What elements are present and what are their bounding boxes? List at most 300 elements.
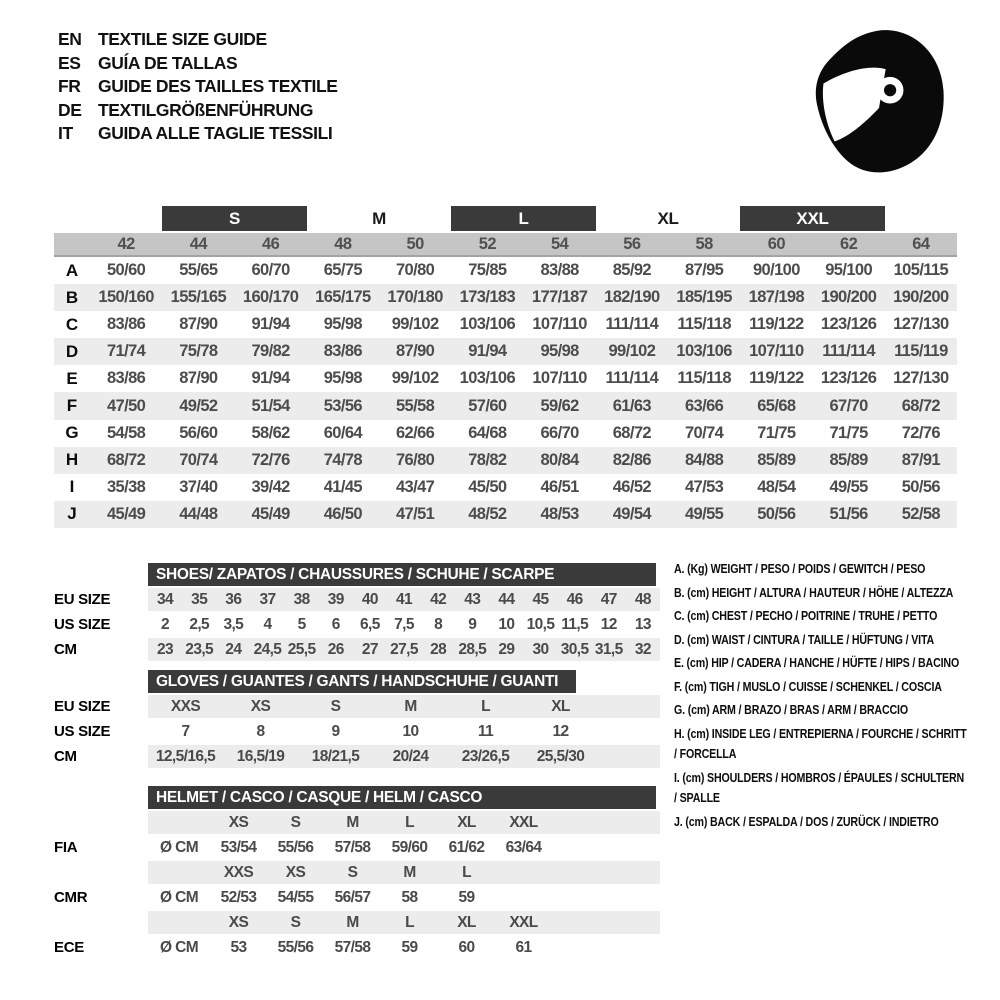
shoes-table	[54, 563, 660, 661]
helmet-standard-row-fia	[54, 836, 660, 859]
sub-value: 45	[532, 590, 549, 608]
size-group-spacer	[885, 206, 957, 231]
sub-value: 44	[498, 590, 515, 608]
numeric-size: 56	[623, 234, 641, 253]
language-title: TEXTILE SIZE GUIDE	[98, 29, 267, 49]
size-value: 71/75	[829, 423, 868, 442]
sub-value: 48	[634, 590, 651, 608]
size-value: 87/95	[684, 261, 724, 280]
sub-row-values	[148, 745, 660, 768]
size-value: 46/52	[612, 477, 652, 496]
size-value: 103/106	[676, 342, 732, 361]
sub-value: 11	[477, 722, 494, 740]
size-value: 71/74	[106, 342, 146, 361]
helmet-size-label: L	[462, 863, 471, 881]
size-value: 111/114	[605, 369, 659, 388]
size-row-label: I	[69, 477, 75, 497]
sub-value: 24,5	[253, 640, 282, 658]
sub-value: 24	[225, 640, 242, 658]
size-value: 190/200	[820, 288, 877, 307]
sub-value: 2,5	[189, 615, 210, 633]
size-row-label: B	[65, 287, 79, 307]
size-value: 119/122	[749, 315, 804, 334]
helmet-value: 56/57	[334, 888, 371, 906]
size-value: 63/66	[684, 396, 724, 415]
helmet-size-label: XS	[228, 913, 249, 931]
helmet-sizes-row	[54, 811, 660, 834]
size-value: 87/90	[395, 342, 435, 361]
sub-value: 6,5	[359, 615, 380, 633]
size-value: 99/102	[608, 342, 656, 361]
size-value: 48/53	[540, 504, 579, 523]
sub-value: 23	[157, 640, 174, 658]
size-value: 37/40	[179, 477, 218, 496]
sub-value: XXS	[170, 697, 201, 715]
sub-row-label	[54, 861, 148, 884]
helmet-table-title: HELMET / CASCO / CASQUE / HELM / CASCO	[148, 786, 656, 809]
size-row-c	[54, 311, 957, 338]
sub-value: 40	[361, 590, 378, 608]
size-value: 49/52	[179, 396, 218, 415]
sub-value: 28	[430, 640, 447, 658]
size-value: 50/60	[106, 261, 146, 280]
size-value: 51/54	[251, 396, 290, 415]
helmet-value: 53	[230, 938, 247, 956]
helmet-standard-row-cmr	[54, 886, 660, 909]
shoes-row-cm	[54, 638, 660, 661]
helmet-sizes	[148, 811, 660, 834]
sub-value: 10	[402, 722, 419, 740]
size-value: 41/45	[323, 477, 363, 496]
size-group-s: S	[162, 206, 307, 231]
helmet-unit-spacer	[148, 861, 210, 884]
helmet-sizes	[148, 911, 660, 934]
size-value: 182/190	[604, 288, 660, 307]
size-value: 62/66	[395, 423, 435, 442]
size-row-label: F	[66, 396, 78, 416]
size-value: 187/198	[748, 288, 805, 307]
size-value: 127/130	[893, 315, 949, 334]
helmet-value: 61/62	[448, 838, 485, 856]
sub-value: L	[481, 697, 490, 715]
size-row-h	[54, 447, 957, 474]
numeric-size: 54	[550, 234, 569, 253]
sub-row-values	[148, 613, 660, 636]
size-value: 59/62	[540, 396, 579, 415]
sub-value: 30,5	[560, 640, 589, 658]
size-value: 76/80	[395, 450, 435, 469]
size-value: 43/47	[395, 477, 435, 496]
size-value: 53/56	[323, 396, 363, 415]
helmet-value: 54/55	[277, 888, 314, 906]
size-value: 90/100	[752, 261, 800, 280]
size-value: 68/72	[106, 450, 146, 469]
sub-row-label: CM	[54, 748, 77, 765]
size-value: 123/126	[820, 315, 877, 334]
helmet-standard-row-ece	[54, 936, 660, 959]
size-value: 91/94	[251, 369, 290, 388]
numeric-size: 52	[478, 234, 497, 253]
helmet-size-label: L	[405, 813, 414, 831]
sub-value: 8	[256, 722, 265, 740]
sub-value: 36	[225, 590, 242, 608]
size-row-e	[54, 365, 957, 392]
size-value: 155/165	[170, 288, 227, 307]
numeric-size: 42	[117, 234, 135, 253]
sub-value: 16,5/19	[236, 747, 285, 765]
size-value: 87/91	[901, 450, 941, 469]
legend-item: G. (cm) ARM / BRAZO / BRAS / ARM / BRACCIO	[674, 702, 908, 717]
numeric-size-header-row	[54, 233, 957, 257]
size-value: 99/102	[391, 369, 439, 388]
language-code: IT	[58, 123, 73, 143]
helmet-standard-label: CMR	[54, 889, 88, 906]
sub-row-values	[148, 695, 660, 718]
sub-value: 10	[498, 615, 515, 633]
numeric-size: 50	[406, 234, 424, 253]
size-row-label: G	[65, 423, 79, 443]
sub-row-label: US SIZE	[54, 723, 111, 740]
size-value: 83/86	[106, 369, 146, 388]
sub-value: 20/24	[392, 747, 429, 765]
helmet-sizes-row	[54, 911, 660, 934]
size-value: 95/98	[323, 315, 363, 334]
size-value: 45/49	[251, 504, 290, 523]
size-value: 55/58	[395, 396, 435, 415]
size-value: 49/54	[612, 504, 652, 523]
helmet-size-label: XXL	[509, 813, 538, 831]
size-value: 71/75	[757, 423, 796, 442]
size-value: 85/89	[757, 450, 796, 469]
sub-value: XL	[551, 697, 570, 715]
size-value: 83/86	[323, 342, 363, 361]
helmet-size-label: M	[346, 813, 359, 831]
textile-size-table	[54, 206, 957, 528]
language-code: EN	[58, 29, 82, 49]
sub-value: 13	[634, 615, 651, 633]
size-value: 80/84	[540, 450, 579, 469]
sub-row-values	[148, 638, 660, 661]
gloves-table-title: GLOVES / GUANTES / GANTS / HANDSCHUHE / GUANTI	[148, 670, 576, 693]
sub-value: XS	[250, 697, 271, 715]
size-value: 46/50	[323, 504, 363, 523]
helmet-value: 52/53	[220, 888, 257, 906]
sub-value: 41	[395, 590, 413, 608]
sub-value: 30	[532, 640, 549, 658]
language-row	[58, 75, 338, 99]
size-value: 83/86	[106, 315, 146, 334]
size-group-m: M	[372, 208, 386, 228]
size-group-header-row	[54, 206, 957, 231]
accessory-tables	[54, 563, 660, 959]
sub-value: 5	[297, 615, 306, 633]
language-title: GUÍA DE TALLAS	[98, 52, 238, 73]
size-value: 111/114	[822, 342, 875, 361]
size-row-label: J	[67, 504, 77, 524]
sub-value: 7	[181, 722, 190, 740]
size-value: 39/42	[251, 477, 290, 496]
sub-value: 37	[259, 590, 276, 608]
legend-item: C. (cm) CHEST / PECHO / POITRINE / TRUHE / PETTO	[674, 608, 938, 623]
size-value: 99/102	[391, 315, 439, 334]
size-value: 115/118	[677, 315, 731, 334]
sub-value: 28,5	[458, 640, 487, 658]
shoes-table-title: SHOES/ ZAPATOS / CHAUSSURES / SCHUHE / SCARPE	[148, 563, 656, 586]
legend-item: B. (cm) HEIGHT / ALTURA / HAUTEUR / HÖHE / ALTEZZA	[674, 584, 954, 600]
sub-value: 31,5	[594, 640, 623, 658]
size-group-xxl: XXL	[740, 206, 885, 231]
numeric-size: 44	[189, 234, 208, 253]
size-value: 74/78	[323, 450, 363, 469]
sub-row-label: US SIZE	[54, 616, 111, 633]
gloves-row-eu-size	[54, 695, 660, 718]
size-value: 50/56	[757, 504, 796, 523]
sub-value: 12	[552, 722, 569, 740]
size-row-a	[54, 257, 957, 284]
size-value: 185/195	[676, 288, 732, 307]
helmet-standard-label: FIA	[54, 839, 78, 856]
sub-value: 12	[600, 615, 617, 633]
helmet-size-label: S	[290, 913, 301, 931]
size-value: 70/74	[179, 450, 218, 469]
size-value: 47/50	[106, 396, 146, 415]
numeric-size: 58	[695, 234, 713, 253]
sub-value: 29	[498, 640, 515, 658]
helmet-table-body	[54, 811, 660, 959]
sub-value: 10,5	[526, 615, 555, 633]
sub-value: 27,5	[390, 640, 418, 658]
size-value: 75/85	[468, 261, 507, 280]
sub-value: 23,5	[185, 640, 214, 658]
helmet-value: 59	[458, 888, 475, 906]
size-value: 58/62	[251, 423, 290, 442]
gloves-row-us-size	[54, 720, 660, 743]
size-value: 68/72	[901, 396, 941, 415]
size-value: 45/49	[106, 504, 146, 523]
size-value: 72/76	[251, 450, 290, 469]
language-title: GUIDA ALLE TAGLIE TESSILI	[98, 123, 333, 143]
helmet-value: 57/58	[334, 938, 371, 956]
sub-value: 34	[157, 590, 174, 608]
sub-value: 42	[430, 590, 447, 608]
size-value: 72/76	[901, 423, 941, 442]
size-value: 84/88	[684, 450, 724, 469]
diameter-unit-label: Ø CM	[159, 938, 199, 956]
size-value: 107/110	[532, 369, 587, 388]
size-value: 165/175	[315, 288, 371, 307]
legend-item: D. (cm) WAIST / CINTURA / TAILLE / HÜFTUNG / VITA	[674, 631, 935, 647]
numeric-size: 48	[334, 234, 352, 253]
size-value: 91/94	[468, 342, 507, 361]
helmet-table	[54, 786, 660, 959]
size-value: 103/106	[459, 315, 516, 334]
helmet-value: 59	[401, 938, 418, 956]
size-value: 173/183	[459, 288, 516, 307]
size-value: 46/51	[540, 477, 579, 496]
size-value: 85/92	[612, 261, 652, 280]
size-value: 49/55	[684, 504, 724, 523]
sub-value: 38	[293, 590, 310, 608]
sub-value: S	[330, 697, 341, 715]
helmet-size-label: XS	[285, 863, 306, 881]
size-value: 70/80	[395, 261, 435, 280]
helmet-standard-label: ECE	[54, 939, 84, 956]
helmet-unit-spacer	[148, 911, 210, 934]
sub-value: 25,5/30	[536, 747, 585, 765]
shoes-row-us-size	[54, 613, 660, 636]
size-value: 82/86	[612, 450, 652, 469]
sub-value: M	[404, 697, 417, 715]
size-value: 70/74	[684, 423, 724, 442]
size-value: 52/58	[901, 504, 941, 523]
helmet-size-label: S	[290, 813, 301, 831]
size-value: 51/56	[829, 504, 868, 523]
helmet-size-label: XXL	[509, 913, 538, 931]
helmet-value: 53/54	[220, 838, 257, 856]
gloves-table-body	[54, 695, 660, 768]
size-value: 85/89	[829, 450, 868, 469]
gloves-row-cm	[54, 745, 660, 768]
sub-value: 46	[566, 590, 583, 608]
size-row-label: H	[65, 450, 79, 470]
size-group-spacer	[54, 206, 162, 231]
size-value: 44/48	[179, 504, 218, 523]
sub-row-label	[54, 811, 148, 834]
sub-row-values	[148, 720, 660, 743]
legend-item: E. (cm) HIP / CADERA / HANCHE / HÜFTE / HIPS / BACINO	[674, 655, 960, 670]
helmet-value: 57/58	[334, 838, 371, 856]
helmet-sizes	[148, 861, 660, 884]
gloves-table	[54, 670, 660, 768]
sub-value: 32	[634, 640, 651, 658]
helmet-value: 59/60	[391, 838, 428, 856]
size-value: 50/56	[901, 477, 941, 496]
sub-value: 9	[468, 615, 477, 633]
size-value: 170/180	[387, 288, 443, 307]
helmet-unit-spacer	[148, 811, 210, 834]
sub-row-label: CM	[54, 641, 77, 658]
size-row-f	[54, 392, 957, 419]
size-value: 48/52	[468, 504, 507, 523]
helmet-value: 55/56	[277, 838, 314, 856]
size-value: 65/68	[757, 396, 796, 415]
helmet-size-label: M	[403, 863, 416, 881]
size-value: 83/88	[540, 261, 579, 280]
size-value: 67/70	[829, 396, 868, 415]
size-group-xl: XL	[657, 208, 679, 228]
size-value: 75/78	[179, 342, 218, 361]
sub-value: 39	[327, 590, 344, 608]
sub-value: 3,5	[223, 615, 244, 633]
size-value: 150/160	[98, 288, 154, 307]
size-value: 103/106	[459, 369, 516, 388]
size-value: 107/110	[532, 315, 587, 334]
language-title-list	[58, 28, 338, 146]
language-code: FR	[58, 76, 81, 96]
helmet-values	[148, 886, 660, 909]
legend-item: I. (cm) SHOULDERS / HOMBROS / ÉPAULES / SCHULTERN / SPALLE	[674, 769, 965, 805]
sub-value: 11,5	[561, 615, 589, 633]
size-value: 35/38	[106, 477, 146, 496]
numeric-size: 60	[767, 234, 786, 253]
sub-value: 12,5/16,5	[155, 747, 216, 765]
sub-value: 4	[263, 615, 272, 633]
size-group-l: L	[451, 206, 596, 231]
helmet-values	[148, 836, 660, 859]
sub-value: 47	[600, 590, 617, 608]
legend-item: A. (Kg) WEIGHT / PESO / POIDS / GEWITCH / PESO	[674, 561, 926, 576]
size-row-label: A	[65, 260, 79, 280]
sub-value: 23/26,5	[461, 747, 510, 765]
language-title: TEXTILGRÖßENFÜHRUNG	[98, 99, 314, 120]
helmet-icon-graphic	[808, 28, 950, 178]
language-code: ES	[58, 52, 81, 73]
size-value: 87/90	[179, 369, 218, 388]
sub-value: 8	[434, 615, 443, 633]
diameter-unit-label: Ø CM	[159, 838, 199, 856]
size-value: 127/130	[893, 369, 949, 388]
sub-value: 25,5	[287, 640, 316, 658]
size-value: 47/51	[395, 504, 435, 523]
size-row-b	[54, 284, 957, 311]
helmet-value: 63/64	[505, 838, 542, 856]
size-value: 60/70	[251, 261, 290, 280]
size-value: 64/68	[468, 423, 507, 442]
language-title: GUIDE DES TAILLES TEXTILE	[98, 76, 338, 96]
legend-item: J. (cm) BACK / ESPALDA / DOS / ZURÜCK / INDIETRO	[674, 813, 939, 829]
size-value: 95/98	[540, 342, 579, 361]
size-value: 47/53	[684, 477, 724, 496]
size-row-i	[54, 474, 957, 501]
size-value: 55/65	[179, 261, 218, 280]
helmet-value: 60	[458, 938, 475, 956]
size-value: 68/72	[612, 423, 652, 442]
sub-row-values	[148, 588, 660, 611]
size-value: 177/187	[531, 288, 588, 307]
size-value: 78/82	[468, 450, 507, 469]
size-row-j	[54, 501, 957, 528]
size-value: 61/63	[612, 396, 652, 415]
helmet-size-label: XS	[228, 813, 249, 831]
sub-value: 43	[464, 590, 481, 608]
sub-row-label: EU SIZE	[54, 698, 111, 715]
size-value: 91/94	[251, 315, 290, 334]
numeric-size: 64	[912, 234, 930, 253]
size-value: 115/119	[894, 342, 948, 361]
diameter-unit-label: Ø CM	[159, 888, 199, 906]
size-row-label: D	[65, 341, 79, 361]
sub-row-label	[54, 911, 148, 934]
numeric-size-spacer	[54, 233, 90, 255]
language-code: DE	[58, 99, 82, 120]
size-value: 111/114	[605, 315, 659, 334]
size-value: 54/58	[106, 423, 146, 442]
helmet-size-label: L	[405, 913, 414, 931]
language-row	[58, 122, 338, 146]
helmet-size-label: XL	[457, 913, 476, 931]
helmet-size-label: XL	[457, 813, 476, 831]
sub-value: 18/21,5	[311, 747, 360, 765]
size-value: 66/70	[540, 423, 579, 442]
helmet-values	[148, 936, 660, 959]
size-value: 115/118	[677, 369, 731, 388]
helmet-value: 55/56	[277, 938, 314, 956]
helmet-icon	[808, 28, 950, 178]
size-row-label: E	[66, 368, 78, 388]
size-value: 60/64	[323, 423, 363, 442]
sub-row-label: EU SIZE	[54, 591, 111, 608]
size-value: 87/90	[179, 315, 218, 334]
